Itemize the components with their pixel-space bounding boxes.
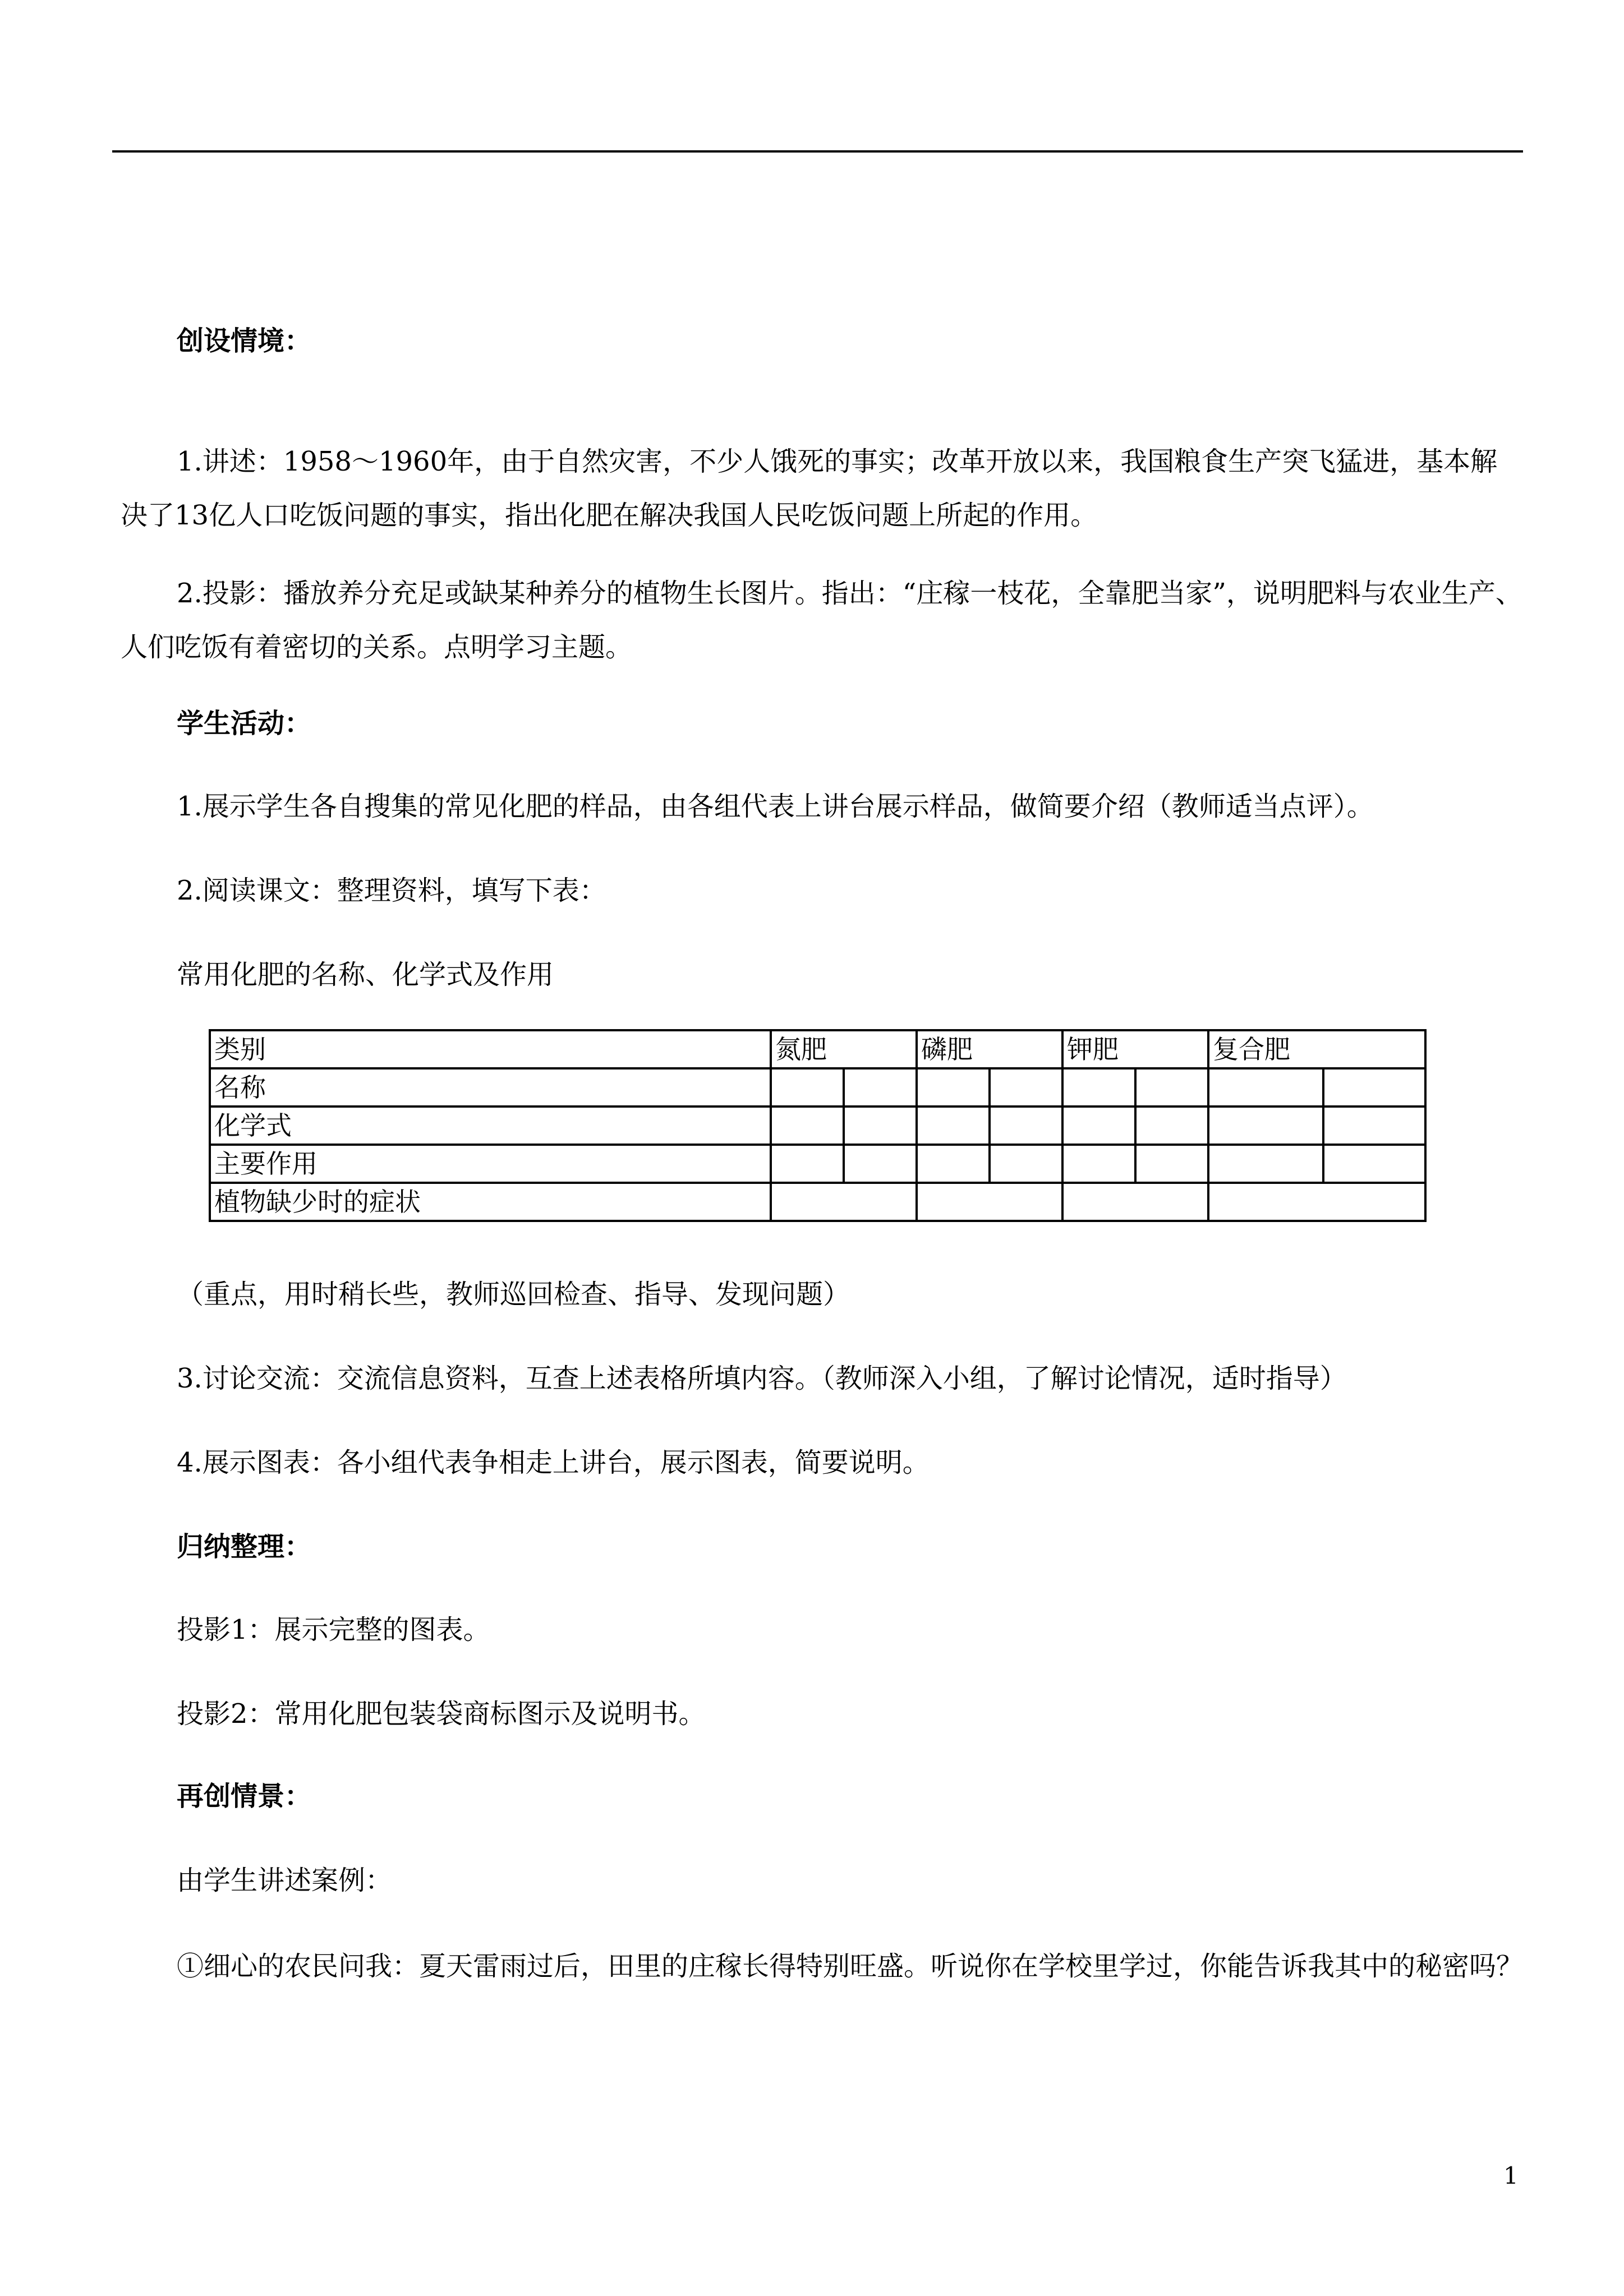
table-cell <box>1135 1145 1208 1183</box>
table-cell <box>917 1068 990 1106</box>
table-cell <box>917 1106 990 1145</box>
table-row <box>210 1068 1425 1106</box>
paragraph-case-1: ①细心的农民问我：夏天雷雨过后，田里的庄稼长得特别旺盛。听说你在学校里学过，你能告诉我其中的秘密吗？ <box>177 1951 1524 1982</box>
page-number: 1 <box>1503 2162 1519 2189</box>
table-cell <box>1062 1068 1135 1106</box>
table-cell <box>1062 1145 1135 1183</box>
table-header-category: 类别 <box>210 1030 771 1068</box>
paragraph-projection-1: 投影1：展示完整的图表。 <box>177 1614 490 1645</box>
fertilizer-table <box>209 1029 1427 1222</box>
row-label-formula: 化学式 <box>210 1106 771 1145</box>
table-header-row <box>210 1030 1425 1068</box>
section-heading-situation: 创设情境： <box>177 325 312 357</box>
table-cell <box>1135 1106 1208 1145</box>
table-cell <box>1323 1106 1425 1145</box>
table-header-potash: 钾肥 <box>1062 1030 1208 1068</box>
paragraph-discussion: 3.讨论交流：交流信息资料，互查上述表格所填内容。（教师深入小组，了解讨论情况，适时指导） <box>177 1363 1347 1394</box>
paragraph-student-cases: 由学生讲述案例： <box>177 1865 393 1896</box>
table-row <box>210 1145 1425 1183</box>
paragraph-narration: 1.讲述：1958～1960年，由于自然灾害，不少人饿死的事实；改革开放以来，我国粮食生产突飞猛进，基本解决了13亿人口吃饭问题的事实，指出化肥在解决我国人民吃饭问题上所起的作用。 <box>121 446 1498 531</box>
section-heading-summary: 归纳整理： <box>177 1531 312 1562</box>
table-cell <box>771 1106 844 1145</box>
table-cell <box>917 1145 990 1183</box>
table-cell <box>1208 1106 1323 1145</box>
table-cell <box>1208 1145 1323 1183</box>
table-cell <box>1062 1183 1208 1221</box>
table-row <box>210 1183 1425 1221</box>
paragraph-show-charts: 4.展示图表：各小组代表争相走上讲台，展示图表，简要说明。 <box>177 1447 930 1478</box>
table-cell <box>771 1145 844 1183</box>
table-row <box>210 1106 1425 1145</box>
table-header-compound: 复合肥 <box>1208 1030 1425 1068</box>
table-cell <box>1135 1068 1208 1106</box>
table-cell <box>1208 1068 1323 1106</box>
table-cell <box>1323 1145 1425 1183</box>
table-cell <box>1208 1183 1425 1221</box>
table-header-phosphate: 磷肥 <box>917 1030 1062 1068</box>
table-cell <box>917 1183 1062 1221</box>
table-cell <box>771 1068 844 1106</box>
table-note: （重点，用时稍长些，教师巡回检查、指导、发现问题） <box>177 1279 850 1310</box>
table-cell <box>844 1145 917 1183</box>
table-cell <box>844 1106 917 1145</box>
row-label-main-function: 主要作用 <box>210 1145 771 1183</box>
table-cell <box>990 1068 1062 1106</box>
table-cell <box>844 1068 917 1106</box>
row-label-deficiency-symptoms: 植物缺少时的症状 <box>210 1183 771 1221</box>
table-header-nitrogen: 氮肥 <box>771 1030 917 1068</box>
table-cell <box>990 1145 1062 1183</box>
row-label-name: 名称 <box>210 1068 771 1106</box>
table-cell <box>1062 1106 1135 1145</box>
paragraph-show-samples: 1.展示学生各自搜集的常见化肥的样品，由各组代表上讲台展示样品，做简要介绍（教师适当点评）。 <box>177 791 1374 822</box>
table-cell <box>990 1106 1062 1145</box>
paragraph-projection: 2.投影：播放养分充足或缺某种养分的植物生长图片。指出：“庄稼一枝花，全靠肥当家”，说明肥料与农业生产、人们吃饭有着密切的关系。点明学习主题。 <box>121 578 1522 663</box>
table-cell <box>1323 1068 1425 1106</box>
table-cell <box>771 1183 917 1221</box>
table-caption: 常用化肥的名称、化学式及作用 <box>177 959 554 990</box>
paragraph-read-text: 2.阅读课文：整理资料，填写下表： <box>177 875 606 906</box>
section-heading-recreate: 再创情景： <box>177 1781 312 1812</box>
section-heading-student-activity: 学生活动： <box>177 708 312 739</box>
header-rule <box>112 150 1523 153</box>
paragraph-projection-2: 投影2：常用化肥包装袋商标图示及说明书。 <box>177 1698 706 1730</box>
